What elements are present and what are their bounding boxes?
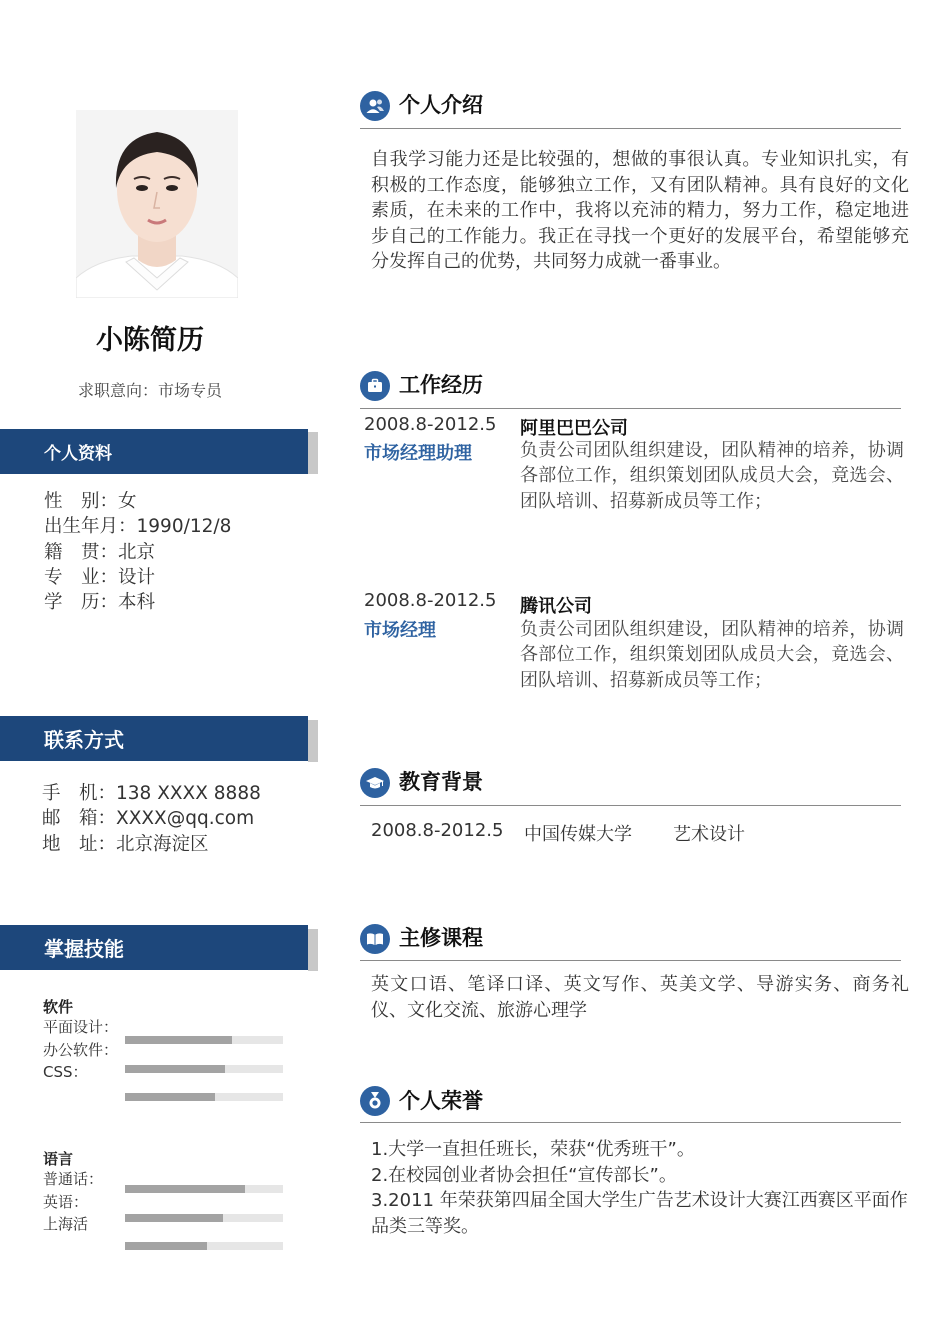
courses-text: 英文口语、笔译口译、英文写作、英美文学、导游实务、商务礼仪、文化交流、旅游心理学 — [371, 974, 909, 1021]
medal-icon — [360, 1086, 390, 1116]
skill-bar — [125, 1065, 283, 1073]
skill-label: 平面设计： — [43, 1018, 119, 1036]
skill-group-language-title: 语言 — [43, 1150, 74, 1168]
band-shadow — [308, 929, 318, 971]
skill-bar — [125, 1036, 283, 1044]
job-role: 市场经理 — [364, 620, 436, 641]
skill-label: 普通话： — [43, 1170, 104, 1188]
info-row-degree: 学 历：本科 — [44, 592, 156, 614]
section-title-intro: 个人介绍 — [399, 93, 483, 117]
section-divider — [360, 960, 901, 961]
briefcase-icon — [360, 371, 390, 401]
skill-language-labels — [43, 1168, 103, 1236]
band-shadow — [308, 720, 318, 762]
contact-list — [42, 781, 261, 857]
graduation-cap-icon — [360, 768, 390, 798]
section-title-skills: 掌握技能 — [44, 937, 124, 961]
job-intent-label: 求职意向： — [77, 381, 158, 400]
section-divider — [360, 408, 901, 409]
info-row-birth: 出生年月：1990/12/8 — [44, 516, 232, 538]
skill-software-labels — [43, 1016, 118, 1084]
book-icon — [360, 924, 390, 954]
skill-bar — [125, 1214, 283, 1222]
contact-row-phone: 手 机：138 XXXX 8888 — [42, 783, 261, 804]
honor-item: 1.大学一直担任班长，荣获“优秀班干”。 — [371, 1139, 695, 1160]
education-school: 中国传媒大学 — [524, 824, 632, 845]
job-intent — [0, 378, 300, 401]
section-band-contact — [0, 716, 308, 761]
skill-bar — [125, 1093, 283, 1101]
section-title-education: 教育背景 — [399, 770, 483, 794]
skill-label: 上海活 — [43, 1215, 89, 1233]
skill-bar-fill — [125, 1214, 223, 1222]
honor-item: 3.2011 年荣获第四届全国大学生广告艺术设计大赛江西赛区平面作品类三等奖。 — [371, 1190, 908, 1237]
section-divider — [360, 128, 901, 129]
honors-list — [371, 1137, 911, 1239]
contact-row-address: 地 址：北京海淀区 — [42, 833, 209, 855]
section-title-courses: 主修课程 — [399, 926, 483, 950]
section-title-personal-info: 个人资料 — [44, 444, 112, 464]
skill-bar-fill — [125, 1065, 225, 1073]
section-band-skills — [0, 925, 308, 970]
job-company: 腾讯公司 — [520, 596, 592, 617]
section-title-contact: 联系方式 — [44, 728, 124, 752]
skill-bar-fill — [125, 1036, 232, 1044]
info-row-gender: 性 别：女 — [44, 491, 137, 512]
job-company: 阿里巴巴公司 — [520, 418, 628, 439]
job-intent-value: 市场专员 — [158, 381, 223, 400]
profile-photo — [76, 110, 238, 298]
band-shadow — [308, 432, 318, 474]
contact-row-email: 邮 箱：XXXX@qq.com — [42, 808, 255, 830]
skill-bar — [125, 1185, 283, 1193]
section-title-work: 工作经历 — [399, 373, 483, 397]
section-band-personal-info — [0, 429, 308, 474]
skill-label: 办公软件： — [43, 1040, 119, 1059]
info-row-major: 专 业：设计 — [44, 566, 156, 588]
job-description: 负责公司团队组织建设，团队精神的培养，协调各部位工作，组织策划团队成员大会，竟选会、团队培训、招募新成员等工作； — [520, 440, 904, 512]
job-description: 负责公司团队组织建设，团队精神的培养，协调各部位工作，组织策划团队成员大会，竟选会、团队培训、招募新成员等工作； — [520, 619, 904, 691]
job-date: 2008.8-2012.5 — [364, 590, 497, 611]
skill-bar-fill — [125, 1242, 207, 1250]
intro-text: 自我学习能力还是比较强的，想做的事很认真。专业知识扎实，有积极的工作态度，能够独立工作，又有团队精神。具有良好的文化素质，在未来的工作中，我将以充沛的精力，努力工作，稳定地进步自己的工作能力。我正在寻找一个更好的发展平台，希望能够充分发挥自己的优势，共同努力成就一番事业。 — [371, 149, 909, 273]
skill-label: 英语： — [43, 1192, 89, 1211]
skill-bar-fill — [125, 1185, 245, 1193]
personal-info-list — [44, 489, 231, 615]
job-date: 2008.8-2012.5 — [364, 414, 497, 435]
section-title-honors: 个人荣誉 — [399, 1089, 483, 1113]
section-divider — [360, 1122, 901, 1123]
section-divider — [360, 805, 901, 806]
education-major: 艺术设计 — [673, 824, 745, 845]
resume-name: 小陈简历 — [96, 325, 204, 356]
skill-label: CSS： — [43, 1063, 88, 1081]
job-role: 市场经理助理 — [364, 443, 472, 464]
education-date: 2008.8-2012.5 — [371, 820, 504, 841]
honor-item: 2.在校园创业者协会担任“宣传部长”。 — [371, 1164, 677, 1186]
skill-group-software-title: 软件 — [43, 998, 74, 1016]
user-icon — [360, 91, 390, 121]
info-row-origin: 籍 贯：北京 — [44, 541, 156, 563]
skill-bar-fill — [125, 1093, 215, 1101]
skill-bar — [125, 1242, 283, 1250]
